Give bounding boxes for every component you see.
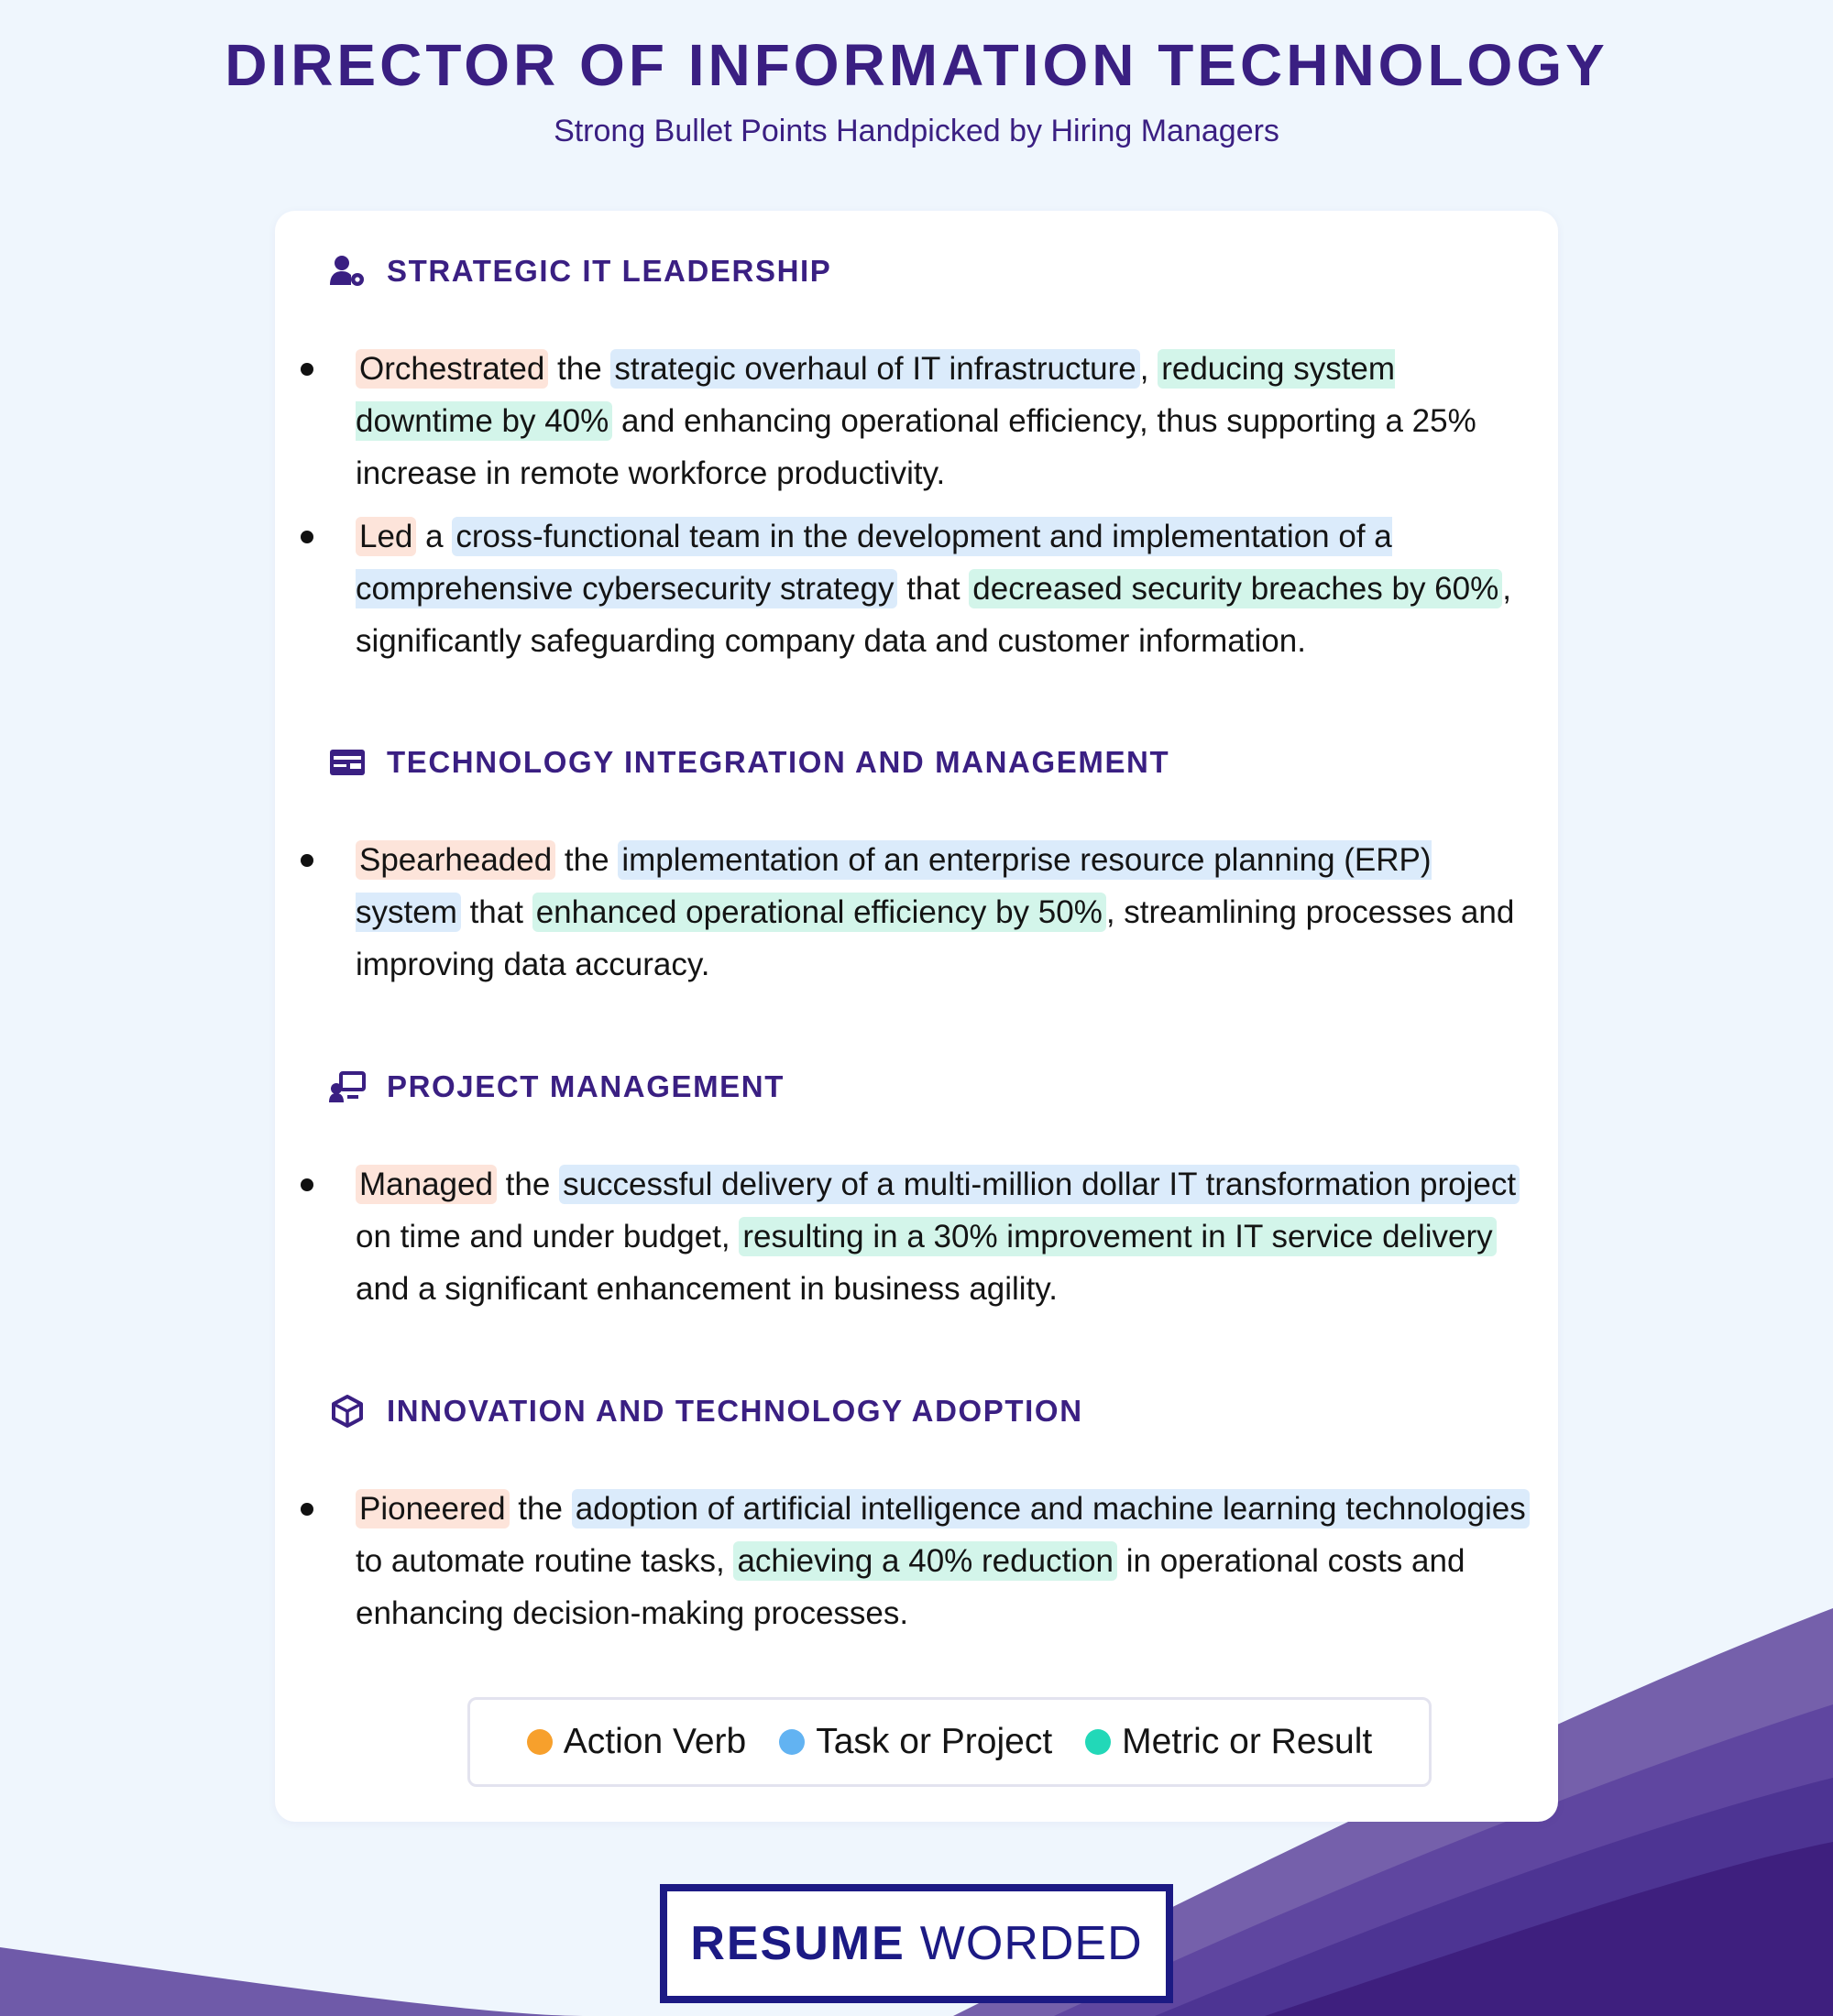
bullet-text-segment: on time and under budget, xyxy=(356,1219,740,1255)
action-verb-highlight: Spearheaded xyxy=(356,840,555,880)
bullet-text-segment: a xyxy=(416,519,453,554)
bullet-text-segment: the xyxy=(555,842,619,878)
section-header xyxy=(328,249,831,293)
card-icon xyxy=(328,743,367,782)
section-header xyxy=(328,1065,785,1109)
legend-item-task-or-project xyxy=(779,1722,1052,1762)
metric-highlight: achieving a 40% reduction xyxy=(733,1541,1117,1581)
bullet-list xyxy=(328,343,1520,678)
bullet-text-segment: the xyxy=(548,351,611,387)
action-verb-highlight: Pioneered xyxy=(356,1489,510,1528)
resume-worded-logo[interactable] xyxy=(660,1884,1173,2003)
bullet-text xyxy=(356,834,1538,991)
legend-dot xyxy=(779,1729,805,1755)
legend-label: Metric or Result xyxy=(1122,1722,1373,1761)
bullet-text-segment: that xyxy=(460,894,532,930)
metric-highlight: decreased security breaches by 60% xyxy=(969,569,1502,608)
bullet-text-segment: to automate routine tasks, xyxy=(356,1543,734,1579)
bullet-text-segment: and enhancing operational efficiency, thus supporting a 25% increase in remote workforce productivity. xyxy=(356,403,1476,491)
bullet-card xyxy=(275,211,1558,1822)
bullet-text-segment: and a significant enhancement in business agility. xyxy=(356,1271,1058,1307)
bullet-text-segment: , streamlining processes and improving data accuracy. xyxy=(356,894,1515,982)
page-subtitle: Strong Bullet Points Handpicked by Hiring Managers xyxy=(554,114,1279,148)
highlight-legend xyxy=(467,1697,1432,1787)
section-header xyxy=(328,740,1169,784)
task-highlight: successful delivery of a multi-million dollar IT transformation project xyxy=(559,1165,1520,1204)
legend-label: Action Verb xyxy=(563,1722,747,1761)
bullet-text-segment: , significantly safeguarding company data and customer information. xyxy=(356,571,1511,659)
section-title: INNOVATION AND TECHNOLOGY ADOPTION xyxy=(387,1394,1083,1428)
task-highlight: cross-functional team in the development and implementation of a comprehensive cybersecurity strategy xyxy=(356,519,1392,607)
bullet-text-segment: that xyxy=(897,571,970,607)
legend-item-action-verb xyxy=(527,1722,746,1762)
section-header xyxy=(328,1389,1083,1433)
legend-label: Task or Project xyxy=(816,1722,1053,1761)
cube-icon xyxy=(328,1392,367,1430)
bullet-text-segment: the xyxy=(496,1167,560,1202)
bullet-list xyxy=(328,1158,1520,1326)
legend-item-metric-or-result xyxy=(1085,1722,1372,1762)
bullet-item xyxy=(328,510,1520,667)
metric-highlight: resulting in a 30% improvement in IT service delivery xyxy=(739,1217,1496,1256)
legend-dot xyxy=(527,1729,553,1755)
task-highlight: strategic overhaul of IT infrastructure xyxy=(610,349,1139,389)
bullet-text-segment: , xyxy=(1139,351,1158,387)
bullet-text xyxy=(356,343,1538,499)
section-title: STRATEGIC IT LEADERSHIP xyxy=(387,254,832,288)
legend-dot xyxy=(1085,1729,1111,1755)
metric-highlight: reducing system downtime by 40% xyxy=(356,351,1396,439)
user-gear-icon xyxy=(328,252,367,290)
task-highlight: implementation of an enterprise resource planning (ERP) system xyxy=(356,842,1432,930)
bullet-item xyxy=(328,343,1520,499)
bullet-text xyxy=(356,510,1538,667)
bullet-item xyxy=(328,1158,1520,1315)
bullet-list xyxy=(328,834,1520,1002)
bullet-text xyxy=(356,1158,1538,1315)
bullet-text-segment: in operational costs and enhancing decision-making processes. xyxy=(356,1543,1465,1631)
page-title: DIRECTOR OF INFORMATION TECHNOLOGY xyxy=(225,32,1608,98)
bullet-item xyxy=(328,1483,1526,1639)
task-highlight: adoption of artificial intelligence and machine learning technologies xyxy=(572,1489,1530,1528)
bullet-item xyxy=(328,834,1520,991)
brand-strong-text: RESUME xyxy=(690,1917,906,1970)
bullet-list xyxy=(328,1483,1526,1650)
action-verb-highlight: Managed xyxy=(356,1165,497,1204)
bullet-text xyxy=(356,1483,1538,1639)
section-title: PROJECT MANAGEMENT xyxy=(387,1069,785,1103)
section-title: TECHNOLOGY INTEGRATION AND MANAGEMENT xyxy=(387,745,1170,779)
presentation-icon xyxy=(328,1068,367,1106)
metric-highlight: enhanced operational efficiency by 50% xyxy=(532,893,1106,932)
action-verb-highlight: Orchestrated xyxy=(356,349,548,389)
bullet-text-segment: the xyxy=(509,1491,572,1527)
action-verb-highlight: Led xyxy=(356,517,416,556)
brand-light-text: WORDED xyxy=(919,1917,1143,1970)
